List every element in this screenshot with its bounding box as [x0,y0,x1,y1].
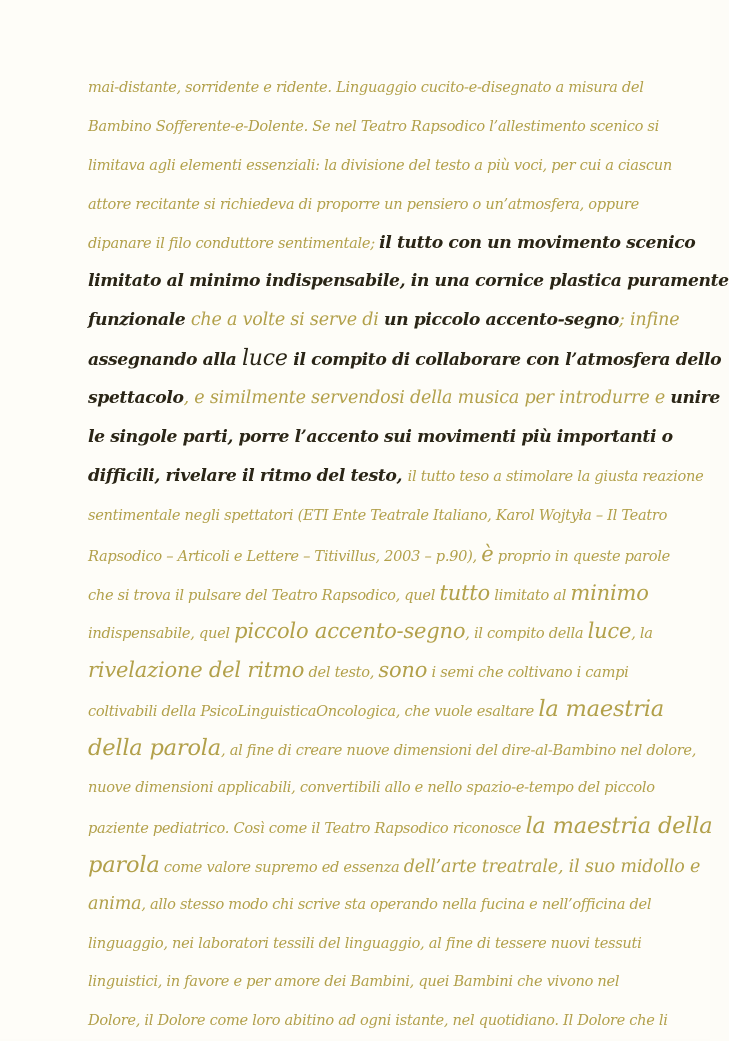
text-segment: linguistici, in favore e per amore dei Bambini, quei Bambini che vivono nel [88,973,620,991]
text-segment: limitato al [489,586,571,604]
emphasized-segment: della parola [88,735,222,762]
emphasized-segment: ; infine [618,310,680,331]
text-segment: coltivabili della PsicoLinguisticaOncologica, che vuole esaltare [88,703,539,721]
text-line [88,885,652,924]
body-paragraph [88,68,729,1040]
text-segment: Dolore, il Dolore come loro abitino ad ogni istante, nel quotidiano. Il Dolore che li [88,1012,668,1030]
text-segment: come valore supremo ed essenza [159,858,404,876]
text-line [88,418,673,457]
text-line [88,340,722,379]
text-segment: limitava agli elementi essenziali: la divisione del testo a più voci, per cui a ciascun [88,156,672,174]
text-segment: , il compito della [465,625,588,643]
emphasized-segment: un piccolo accento-segno [384,310,619,331]
text-line [88,924,648,963]
emphasized-segment: il tutto con un movimento scenico [379,232,696,253]
emphasized-segment: parola [88,851,160,878]
text-segment: sentimentale negli spettatori (ETI Ente Teatrale Italiano, Karol Wojtyła – Il Teatro [88,506,668,524]
text-segment: Bambino Sofferente-e-Dolente. Se nel Teatro Rapsodico l’allestimento scenico si [88,117,659,135]
text-line [88,107,659,146]
text-line [88,68,648,107]
emphasized-segment: luce [587,619,632,644]
text-segment: linguaggio, nei laboratori tessili del linguaggio, al fine di tessere nuovi tessuti [88,934,642,952]
text-segment: , al fine di creare nuove dimensioni del dire-al-Bambino nel dolore, [221,742,697,760]
text-segment: mai-distante, sorridente e ridente. Linguaggio cucito-e-disegnato a misura del [88,79,644,96]
emphasized-segment: le singole parti, porre l’accento sui movimenti più importanti o [88,427,673,448]
emphasized-segment: che a volte si serve di [190,310,384,331]
text-segment: i semi che coltivano i campi [427,664,629,682]
text-line [88,962,648,1001]
emphasized-segment: spettacolo [88,388,184,409]
text-line [88,807,713,846]
text-line [88,457,704,496]
text-line [88,185,648,224]
text-line [88,535,670,574]
text-line [88,612,653,651]
text-segment: indispensabile, quel [88,625,235,643]
text-segment: paziente pediatrico. Così come il Teatro Rapsodico riconosce [88,819,526,837]
emphasized-segment: piccolo accento-segno [234,619,466,644]
text-line [88,379,720,418]
emphasized-segment: funzionale [88,310,191,331]
emphasized-segment: unire [670,388,720,409]
emphasized-segment: sono [378,658,428,683]
emphasized-segment: la maestria della [525,812,713,839]
text-segment: attore recitante si richiedeva di proporre un pensiero o un’atmosfera, oppure [88,195,639,213]
text-line [88,1001,668,1040]
text-segment: nuove dimensioni applicabili, convertibili allo e nello spazio-e-tempo del piccolo [88,779,655,797]
text-segment: , allo stesso modo chi scrive sta operando nella fucina e nell’officina del [141,895,652,913]
text-line [88,651,648,690]
text-line [88,574,648,613]
emphasized-segment: assegnando alla [88,350,242,371]
emphasized-segment: dell’arte treatrale, il suo midollo e [403,856,701,877]
text-line [88,301,680,340]
emphasized-segment: minimo [570,580,649,605]
text-line [88,224,696,263]
text-line [88,729,697,768]
emphasized-segment: limitato al minimo indispensabile, in una cornice plastica puramente [88,271,729,292]
emphasized-segment: tutto [439,580,490,605]
text-segment: il tutto teso a stimolare la giusta reazione [407,467,704,485]
text-line [88,846,701,885]
text-segment: Rapsodico – Articoli e Lettere – Titivillus, 2003 – p.90), [88,547,482,565]
text-line [88,146,672,185]
emphasized-segment: la maestria [538,696,664,723]
emphasized-segment: è [481,541,494,566]
text-line [88,262,729,301]
text-line [88,768,655,807]
text-segment: , la [631,625,653,643]
text-segment: che si trova il pulsare del Teatro Rapsodico, quel [88,586,440,604]
emphasized-segment: rivelazione del ritmo [88,658,305,683]
emphasized-segment: , e similmente servendosi della musica per introdurre e [183,388,671,409]
emphasized-segment: il compito di collaborare con l’atmosfera dello [287,350,722,371]
text-segment: del testo, [304,664,379,682]
emphasized-segment: anima [88,893,142,914]
text-line [88,690,664,729]
emphasized-segment: luce [241,346,288,372]
text-segment: proprio in queste parole [493,547,670,565]
emphasized-segment: difficili, rivelare il ritmo del testo, [88,465,408,486]
text-segment: dipanare il filo conduttore sentimentale; [88,234,380,252]
text-line [88,496,668,535]
